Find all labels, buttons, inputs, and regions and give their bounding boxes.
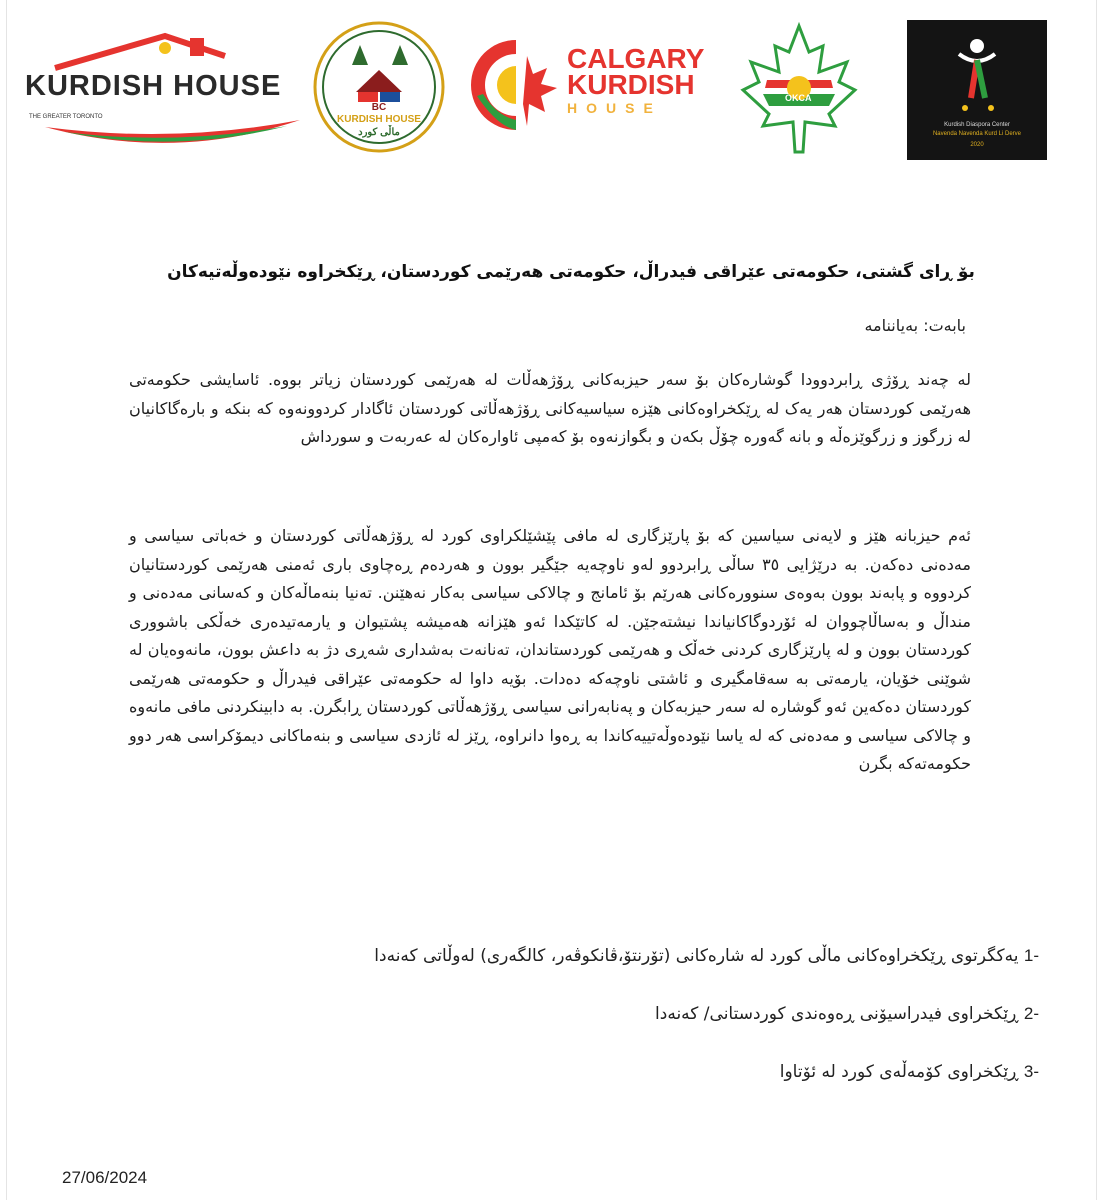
kurdish-house-toronto-logo: [25, 32, 305, 152]
bc-kurdish-house-logo: [312, 20, 446, 154]
signatory-item: [159, 946, 1039, 976]
house-word: HOUSE: [567, 100, 662, 116]
document-date: 27/06/2024: [62, 1168, 148, 1187]
kurdish-house-word: KURDISH HOUSE: [25, 70, 282, 102]
signatory-number: 3-: [1023, 1062, 1039, 1081]
calgary-word: CALGARY: [567, 43, 705, 74]
signatory-number: 2-: [1023, 1004, 1039, 1023]
okca-logo: [737, 22, 861, 162]
kdc-year: 2020: [970, 142, 984, 148]
maple-leaf-icon: [737, 22, 861, 162]
body-paragraph-1: لە چەند ڕۆژی ڕابردوودا گوشارەکان بۆ سەر حیزبەکانی ڕۆژهەڵات لە هەرێمی کوردستان زیاتر بووە. ئاسایشی حکومەتی هەرێمی کوردستان هەر یەک لە ڕێکخراوەکانی هێزە سیاسیەکانی ڕۆژهەڵاتی کوردستان ئاگادار کردوونەوە کە بنکە و بارەگاکانیان لە زرگوز و زرگوێزەڵە و بانە گەورە چۆڵ بکەن و بگوازنەوە بۆ کەمپی ئاوارەکان لە عەربەت و سورداش: [129, 370, 971, 446]
signatory-name: ڕێکخراوی کۆمەڵەی کورد لە ئۆتاوا: [779, 1062, 1019, 1082]
bc-kurdish-label: ماڵی کورد: [358, 127, 400, 138]
body-paragraph-2: ئەم حیزبانە هێز و لایەنی سیاسین کە بۆ پارێزگاری لە مافی پێشێلکراوی کورد لە ڕۆژهەڵاتی کوردستان و خەباتی سیاسی و مەدەنی دەکەن. بە درێژایی ٣٥ ساڵی ڕابردوو لەو ناوچەیە جێگیر بوون و هەردەم ڕەچاوی باری ئەمنی هەرێمی کوردستانیان کردووە و پابەند بوون بەوەی سنوورەکانی هەرێم بۆ ئامانج و چالاکی سیاسی بەکار نەهێنن. تەنیا بنەماڵەکان و کەسانی مەدەنی و منداڵ و بەساڵاچووان لە ئۆردوگاکانیاندا نیشتەجێن. لە کاتێکدا ئەو هێزانە هەمیشە پشتیوان و یارمەتیدەری خەڵکی باشووری کوردستان بوون و لە پارێزگاری کردنی خەڵک و هەرێمی کوردستاندان، تەنانەت بەشداری شەڕی دژ بە داعش بوون، مانەوەیان لە شوێنی خۆیان، یارمەتی بە سەقامگیری و ئاشتی ناوچەکە دەدات. بۆیە داوا لە حکومەتی عێراقی فیدراڵ و حکومەتی هەرێمی کوردستان دەکەین ئەو گوشارە لە سەر حیزبەکان و پەنابەرانی سیاسی ڕۆژهەڵاتی کوردستان ڕابگرن. بە دابینکردنی مافی مانەوە و چالاکی سیاسی و مەدەنی کە لە یاسا نێودەوڵەتییەکاندا بە ڕەوا دانراوە، ڕێز لە ئازدی سیاسی و بنەماکانی دیمۆکراسی هەر دوو حکومەتەکە بگرن: [129, 526, 971, 773]
signatory-number: 1-: [1023, 946, 1039, 965]
calgary-emblem: [467, 36, 565, 134]
logo-strip: [7, 0, 1096, 200]
signatory-name: یەکگرتوی ڕێکخراوەکانی ماڵی کورد لە شارەکانی (تۆرنتۆ،ڤانکوڤەر، کالگەری) لەوڵاتی کەنەدا: [374, 946, 1019, 966]
signatory-item: [159, 1004, 1039, 1034]
kdc-title: Kurdish Diaspora Center: [944, 122, 1010, 128]
document-subject: بابەت: بەیاننامە: [864, 316, 966, 335]
signatory-name: ڕێکخراوی فیدراسیۆنی ڕەوەندی کوردستانی/ کەنەدا: [655, 1004, 1019, 1024]
bc-kurdish-house-label: KURDISH HOUSE: [337, 114, 421, 125]
calgary-kurdish-house-wordmark: [567, 43, 705, 118]
bc-label: BC: [371, 102, 387, 113]
signatory-item: [159, 1062, 1039, 1092]
kurdish-house-subtitle: THE GREATER TORONTO: [29, 114, 103, 120]
document-heading: بۆ ڕای گشتی، حکومەتی عێراقی فیدراڵ، حکومەتی هەرێمی کوردستان، ڕێکخراوە نێودەوڵەتیەکان: [167, 262, 975, 282]
maple-sun-icon: [467, 36, 565, 134]
kdc-subtitle: Navenda Navenda Kurd Li Derve: [932, 131, 1022, 137]
okca-label: OKCA: [785, 93, 812, 103]
document-page: [6, 0, 1097, 1200]
kurdish-word: KURDISH: [567, 69, 695, 100]
kurdish-diaspora-center-logo: [907, 20, 1047, 160]
signatories-list: [159, 946, 1039, 1120]
diaspora-figure-icon: [907, 20, 1047, 120]
